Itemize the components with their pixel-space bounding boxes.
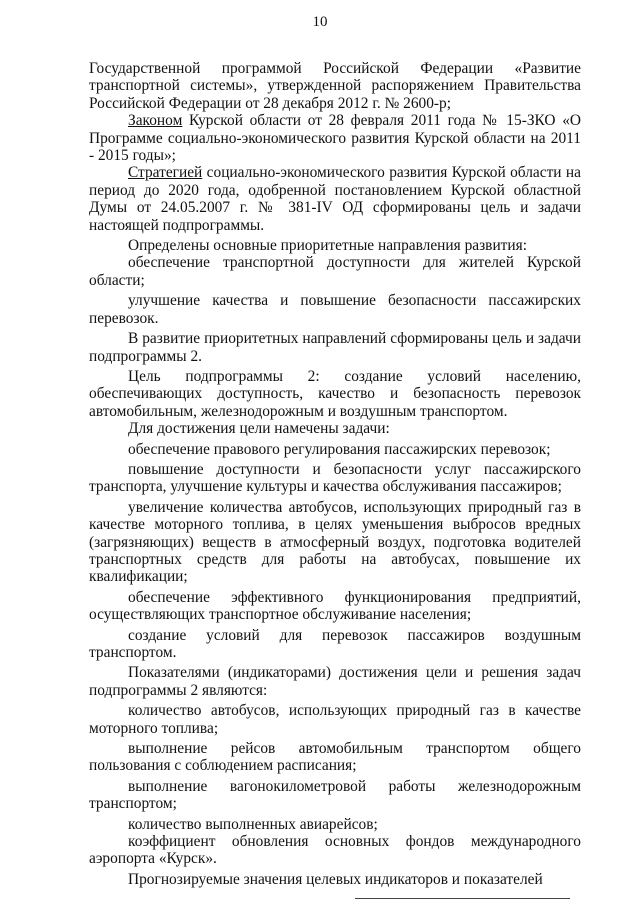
law-link[interactable]: Законом	[128, 112, 183, 130]
page-number: 10	[312, 14, 328, 30]
paragraph: выполнение рейсов автомобильным транспортом общего пользования с соблюдением расписания;	[89, 740, 581, 775]
paragraph: В развитие приоритетных направлений сформированы цель и задачи подпрограммы 2.	[89, 330, 581, 365]
paragraph: Показателями (индикаторами) достижения цели и решения задач подпрограммы 2 являются:	[89, 664, 581, 699]
paragraph: повышение доступности и безопасности услуг пассажирского транспорта, улучшение культуры и качества обслуживания пассажиров;	[89, 460, 581, 496]
paragraph: увеличение количества автобусов, использующих природный газ в качестве моторного топлива, в целях уменьшения выбросов вредных (загрязняющих) веществ в атмосферный воздух, подготовка водителей транспортных средств для работы на автобусах, повышение их квалификации;	[89, 498, 581, 586]
paragraph: Государственной программой Российской Федерации «Развитие транспортной системы», утвержденной распоряжением Правительства Российской Федерации от 28 декабря 2012 г. № 2600-р;	[89, 60, 581, 112]
paragraph: обеспечение эффективного функционирования предприятий, осуществляющих транспортное обслуживание населения;	[89, 588, 581, 624]
paragraph: Стратегией социально-экономического развития Курской области на период до 2020 года, одобренной постановлением Курской областной Думы от 24.05.2007 г. № 381-IV ОД сформированы цель и задачи настоящей подпрограммы.	[89, 164, 581, 234]
paragraph: обеспечение правового регулирования пассажирских перевозок;	[128, 440, 551, 458]
paragraph: Законом Курской области от 28 февраля 2011 года № 15-ЗКО «О Программе социально-экономического развития Курской области на 2011 - 2015 годы»;	[89, 112, 581, 165]
paragraph: Прогнозируемые значения целевых индикаторов и показателей	[128, 870, 543, 888]
document-body	[89, 60, 581, 888]
paragraph: Для достижения цели намечены задачи:	[128, 420, 390, 438]
strategy-link[interactable]: Стратегией	[128, 164, 203, 182]
paragraph: коэффициент обновления основных фондов международного аэропорта «Курск».	[89, 833, 581, 868]
paragraph: количество выполненных авиарейсов;	[128, 815, 378, 833]
paragraph: выполнение вагонокилометровой работы железнодорожным транспортом;	[89, 777, 581, 813]
paragraph: Цель подпрограммы 2: создание условий населению, обеспечивающих доступность, качество и безопасность перевозок автомобильным, железнодорожным и воздушным транспортом.	[89, 367, 581, 420]
paragraph: улучшение качества и повышение безопасности пассажирских перевозок.	[89, 292, 581, 327]
paragraph: обеспечение транспортной доступности для жителей Курской области;	[89, 254, 581, 289]
paragraph: количество автобусов, использующих природный газ в качестве моторного топлива;	[89, 702, 581, 737]
paragraph: создание условий для перевозок пассажиров воздушным транспортом.	[89, 626, 581, 661]
paragraph: Определены основные приоритетные направления развития:	[128, 237, 527, 255]
page-bottom-rule	[355, 898, 570, 899]
